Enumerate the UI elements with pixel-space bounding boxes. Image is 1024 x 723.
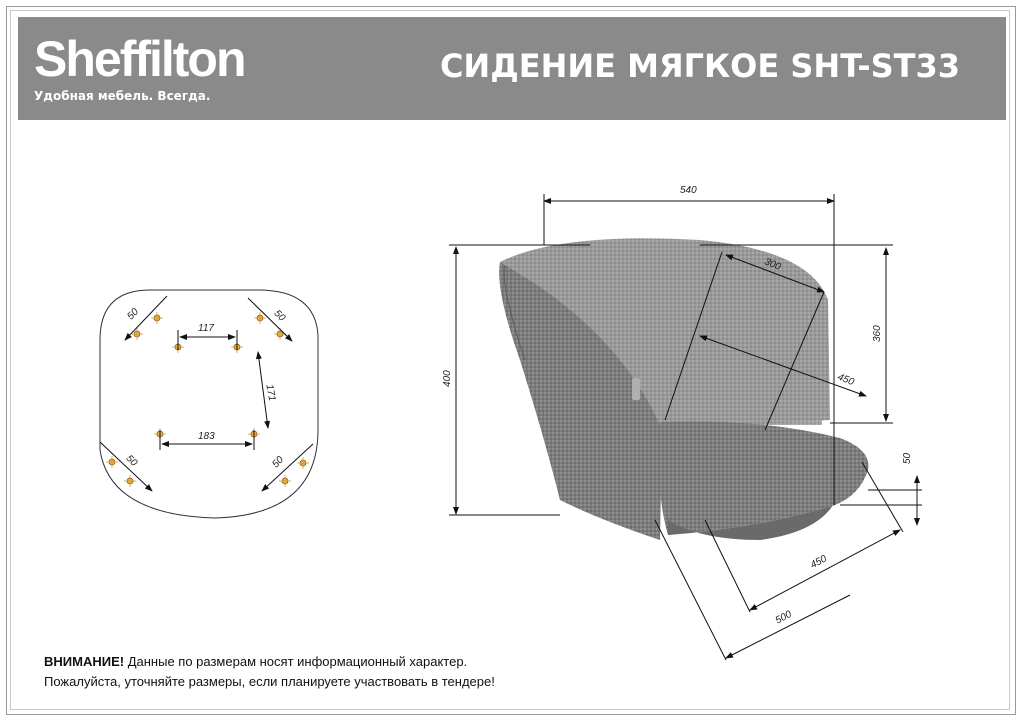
dim-corner-bottom-right: 50 [270,454,286,471]
dim-front-width: 450 [808,553,829,571]
brand-tagline: Удобная мебель. Всегда. [34,89,211,103]
product-title: СИДЕНИЕ МЯГКОЕ SHT-ST33 [439,47,960,85]
dim-width: 540 [680,185,697,196]
dim-corner-bottom-left: 50 [123,453,140,469]
dim-corner-top-right: 50 [271,308,288,324]
dim-top-spacing: 117 [198,323,214,334]
dim-corner-top-left: 50 [125,306,141,323]
note-line-2: Пожалуйста, уточняйте размеры, если планируете участвовать в тендере! [44,674,495,689]
note-line-1: Данные по размерам носят информационный характер. [127,654,468,669]
dim-back-inner-width: 300 [762,256,783,273]
dim-total-height: 400 [442,370,453,387]
brand-logo: Sheffilton [34,31,245,87]
dim-bottom-spacing: 183 [198,431,215,442]
attention-label: ВНИМАНИЕ! [44,654,125,669]
disclaimer-note [44,652,495,692]
seat-illustration [499,238,868,540]
dim-side-spacing: 171 [263,383,278,402]
dim-seat-depth: 450 [835,371,856,389]
dim-bottom-depth: 500 [773,608,794,627]
dim-back-height: 360 [872,325,883,342]
mount-plan [100,290,318,518]
dim-seat-thickness: 50 [902,452,913,464]
